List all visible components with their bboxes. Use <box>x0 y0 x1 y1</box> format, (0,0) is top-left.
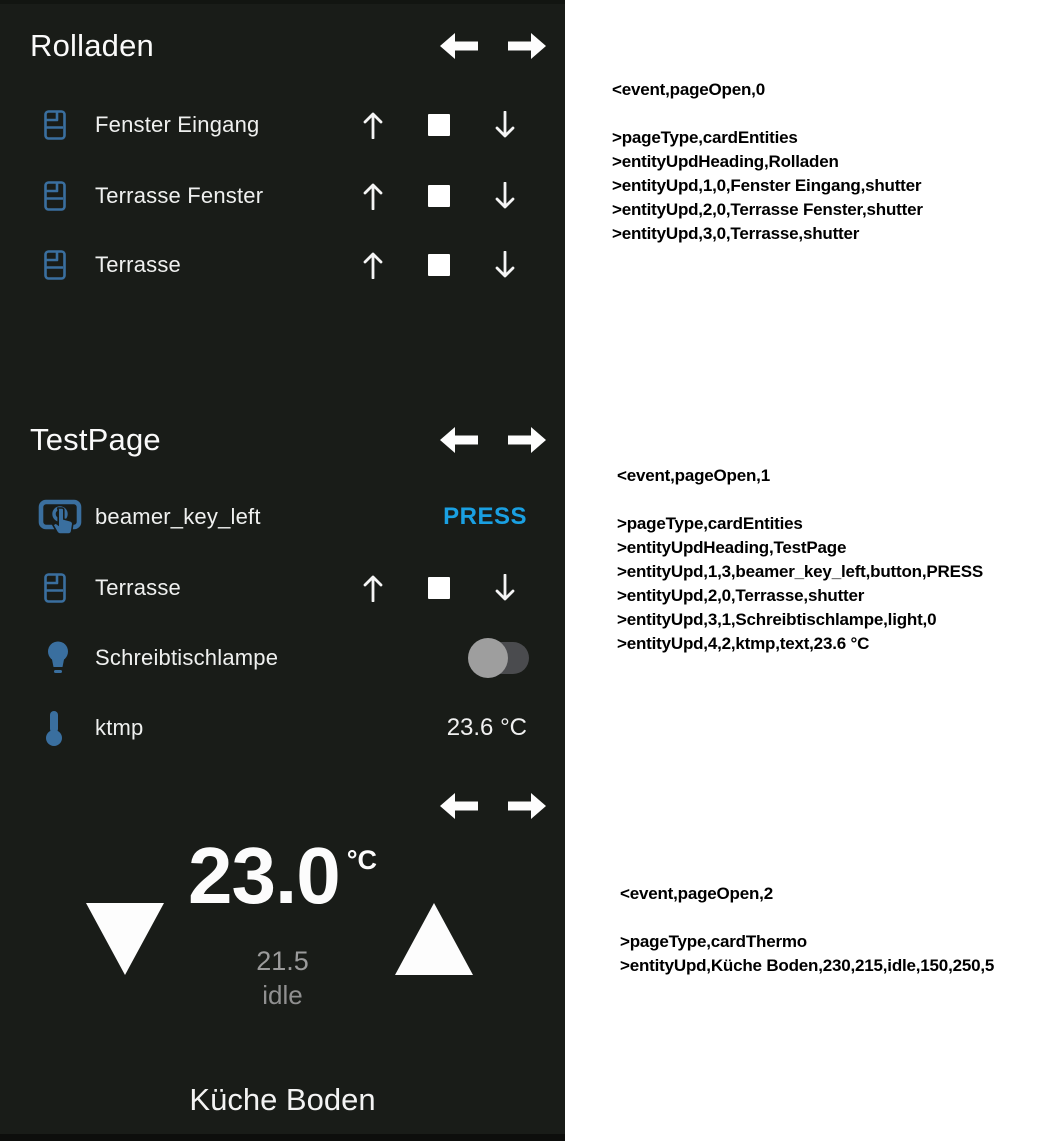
protocol-block-page2 <box>620 882 994 978</box>
arrow-left-icon <box>440 793 478 819</box>
temperature-unit: °C <box>346 845 377 875</box>
arrow-down-icon <box>493 574 517 602</box>
nav-prev-button[interactable] <box>440 793 478 819</box>
nav-next-button[interactable] <box>508 793 546 819</box>
protocol-line: >entityUpd,1,3,beamer_key_left,button,PRESS <box>617 562 983 581</box>
protocol-line: >pageType,cardEntities <box>617 514 803 533</box>
shutter-controls <box>340 566 538 610</box>
shutter-down-button[interactable] <box>472 103 538 147</box>
protocol-line: >pageType,cardThermo <box>620 932 807 951</box>
protocol-line: >entityUpd,1,0,Fenster Eingang,shutter <box>612 176 922 195</box>
shutter-up-button[interactable] <box>340 566 406 610</box>
shutter-stop-button[interactable] <box>406 566 472 610</box>
arrow-up-icon <box>361 574 385 602</box>
entity-label: Terrasse Fenster <box>95 183 264 208</box>
protocol-line: >entityUpd,2,0,Terrasse,shutter <box>617 586 865 605</box>
entity-label: Schreibtischlampe <box>95 645 279 670</box>
shutter-up-button[interactable] <box>340 103 406 147</box>
arrow-down-icon <box>493 182 517 210</box>
arrow-down-icon <box>493 111 517 139</box>
protocol-line: >entityUpd,4,2,ktmp,text,23.6 °C <box>617 634 870 653</box>
nav-next-button[interactable] <box>508 33 546 59</box>
panel-top-edge <box>0 0 565 4</box>
light-toggle-switch[interactable] <box>471 642 529 674</box>
entity-label: Terrasse <box>95 575 181 600</box>
shutter-stop-button[interactable] <box>406 243 472 287</box>
current-temperature <box>0 830 565 922</box>
shutter-controls <box>340 174 538 218</box>
protocol-line: >entityUpd,3,1,Schreibtischlampe,light,0 <box>617 610 937 629</box>
shutter-stop-button[interactable] <box>406 174 472 218</box>
thermometer-icon <box>44 709 64 747</box>
card-thermo-header <box>30 782 546 830</box>
lightbulb-icon <box>44 640 72 676</box>
page-nav <box>440 427 546 453</box>
protocol-event-line: <event,pageOpen,1 <box>617 466 770 485</box>
thermostat-title: Küche Boden <box>189 1082 376 1117</box>
protocol-gap <box>620 906 994 930</box>
shutter-down-button[interactable] <box>472 566 538 610</box>
protocol-event-line: <event,pageOpen,2 <box>620 884 773 903</box>
protocol-line: >entityUpdHeading,TestPage <box>617 538 847 557</box>
arrow-left-icon <box>440 427 478 453</box>
shutter-stop-button[interactable] <box>406 103 472 147</box>
protocol-line: >entityUpd,3,0,Terrasse,shutter <box>612 224 860 243</box>
entity-label: Fenster Eingang <box>95 112 260 137</box>
entity-row-schreibtischlampe <box>0 629 565 687</box>
arrow-down-icon <box>493 251 517 279</box>
arrow-right-icon <box>508 793 546 819</box>
shutter-up-button[interactable] <box>340 243 406 287</box>
shutter-controls <box>340 243 538 287</box>
arrow-right-icon <box>508 427 546 453</box>
stop-square-icon <box>427 253 451 277</box>
arrow-up-icon <box>361 251 385 279</box>
window-shutter-icon <box>44 250 66 280</box>
entity-row-terrasse-2 <box>0 559 565 617</box>
entity-label: Terrasse <box>95 252 181 277</box>
nav-prev-button[interactable] <box>440 427 478 453</box>
page-title-testpage: TestPage <box>30 422 161 457</box>
target-temperature: 21.5 <box>256 946 309 976</box>
toggle-knob <box>468 638 508 678</box>
entity-row-terrasse-fenster <box>0 167 565 225</box>
page-nav <box>440 33 546 59</box>
shutter-controls <box>340 103 538 147</box>
protocol-line: >pageType,cardEntities <box>612 128 798 147</box>
entity-label: ktmp <box>95 715 144 740</box>
shutter-up-button[interactable] <box>340 174 406 218</box>
gesture-tap-button-icon <box>38 496 82 538</box>
hvac-state: idle <box>262 980 303 1010</box>
stop-square-icon <box>427 184 451 208</box>
protocol-event-line: <event,pageOpen,0 <box>612 80 765 99</box>
card-testpage-header <box>30 416 546 464</box>
protocol-line: >entityUpd,Küche Boden,230,215,idle,150,250,5 <box>620 956 995 975</box>
entity-label: beamer_key_left <box>95 504 261 529</box>
current-temperature-value: 23.0 <box>188 831 340 920</box>
page-title-rolladen: Rolladen <box>30 28 154 63</box>
arrow-up-icon <box>361 111 385 139</box>
arrow-left-icon <box>440 33 478 59</box>
card-rolladen-header <box>30 22 546 70</box>
stop-square-icon <box>427 576 451 600</box>
entity-row-beamer-key-left: beamer_key_left PRESS <box>0 488 565 546</box>
panel-bottom-edge <box>0 1134 565 1141</box>
protocol-gap <box>617 488 983 512</box>
sensor-value: 23.6 °C <box>446 714 527 741</box>
window-shutter-icon <box>44 573 66 603</box>
shutter-down-button[interactable] <box>472 174 538 218</box>
arrow-up-icon <box>361 182 385 210</box>
stop-square-icon <box>427 113 451 137</box>
arrow-right-icon <box>508 33 546 59</box>
protocol-line: >entityUpdHeading,Rolladen <box>612 152 839 171</box>
protocol-line: >entityUpd,2,0,Terrasse Fenster,shutter <box>612 200 923 219</box>
nav-next-button[interactable] <box>508 427 546 453</box>
protocol-gap <box>612 102 923 126</box>
page-nav <box>440 793 546 819</box>
entity-row-terrasse <box>0 236 565 294</box>
protocol-block-page1 <box>617 464 983 656</box>
nav-prev-button[interactable] <box>440 33 478 59</box>
window-shutter-icon <box>44 110 66 140</box>
window-shutter-icon <box>44 181 66 211</box>
entity-row-ktmp <box>0 699 565 757</box>
entity-row-fenster-eingang <box>0 96 565 154</box>
protocol-block-page0 <box>612 78 923 246</box>
shutter-down-button[interactable] <box>472 243 538 287</box>
